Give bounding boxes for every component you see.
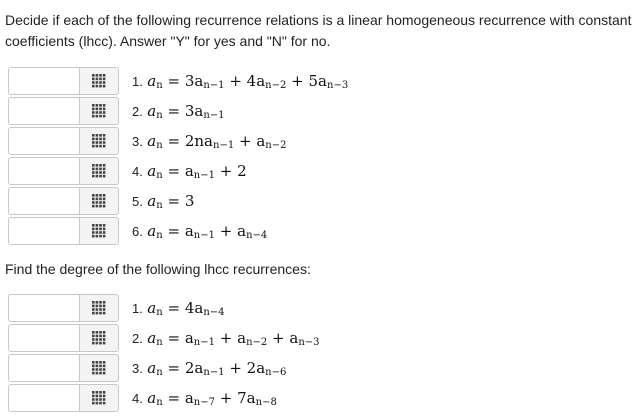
equals-sign: = xyxy=(167,389,181,407)
term-subscript: n−1 xyxy=(213,140,235,151)
rhs-term: 7a xyxy=(237,389,256,407)
keypad-button[interactable] xyxy=(80,67,119,95)
term-subscript: n−8 xyxy=(255,397,277,408)
lhs-term: a xyxy=(147,389,157,407)
section1-instructions-line2: coefficients (lhcc). Answer "Y" for yes and "N" for no. xyxy=(5,33,331,49)
section1-instructions-line1: Decide if each of the following recurrence relations is a linear homogeneous recurrence with constant xyxy=(5,12,632,28)
term-subscript: n−2 xyxy=(265,140,287,151)
equation xyxy=(132,67,348,95)
lhs-subscript: n xyxy=(156,367,163,378)
answer-input[interactable] xyxy=(8,354,80,382)
operator: + xyxy=(272,329,285,347)
rhs-term: a xyxy=(184,389,194,407)
answer-input[interactable] xyxy=(8,217,80,245)
recurrence-formula xyxy=(147,72,348,90)
lhs-subscript: n xyxy=(156,110,163,121)
term-subscript: n−3 xyxy=(298,337,320,348)
lhs-term: a xyxy=(147,359,157,377)
rhs-term: 5a xyxy=(308,72,327,90)
equals-sign: = xyxy=(167,359,181,377)
keypad-button[interactable] xyxy=(80,187,119,215)
equals-sign: = xyxy=(167,192,181,210)
equation xyxy=(132,384,277,412)
term-subscript: n−3 xyxy=(327,80,349,91)
lhs-term: a xyxy=(147,329,157,347)
equals-sign: = xyxy=(167,329,181,347)
equation xyxy=(132,294,225,322)
operator: + xyxy=(291,72,304,90)
rhs-term: 4a xyxy=(184,299,204,317)
question-number: 2. xyxy=(132,104,143,119)
recurrence-formula xyxy=(147,102,224,120)
answer-input[interactable] xyxy=(8,294,80,322)
recurrence-formula xyxy=(147,329,319,347)
term-subscript: n−6 xyxy=(265,367,287,378)
rhs-term: a xyxy=(237,329,247,347)
term-subscript: n−1 xyxy=(193,230,215,241)
answer-input[interactable] xyxy=(8,67,80,95)
lhs-term: a xyxy=(147,72,157,90)
equation xyxy=(132,187,194,215)
term-subscript: n−7 xyxy=(193,397,215,408)
equation xyxy=(132,354,286,382)
question-number: 3. xyxy=(132,134,143,149)
answer-input[interactable] xyxy=(8,127,80,155)
answer-input[interactable] xyxy=(8,384,80,412)
section2-instructions: Find the degree of the following lhcc recurrences: xyxy=(5,261,311,277)
rhs-term: 4a xyxy=(246,72,266,90)
equals-sign: = xyxy=(167,222,181,240)
rhs-term: a xyxy=(289,329,299,347)
lhs-subscript: n xyxy=(156,307,163,318)
lhs-subscript: n xyxy=(156,170,163,181)
lhs-term: a xyxy=(147,162,157,180)
term-subscript: n−1 xyxy=(203,110,225,121)
equation xyxy=(132,157,247,185)
equals-sign: = xyxy=(167,162,181,180)
rhs-term: a xyxy=(184,162,194,180)
rhs-term: a xyxy=(184,222,194,240)
question-number: 4. xyxy=(132,164,143,179)
recurrence-formula xyxy=(147,359,286,377)
operator: + xyxy=(229,359,242,377)
question-number: 5. xyxy=(132,194,143,209)
lhs-term: a xyxy=(147,192,157,210)
operator: + xyxy=(219,162,233,180)
term-subscript: n−1 xyxy=(193,170,215,181)
term-subscript: n−1 xyxy=(203,367,225,378)
keypad-button[interactable] xyxy=(80,97,119,125)
lhs-subscript: n xyxy=(156,80,163,91)
term-subscript: n−1 xyxy=(203,80,225,91)
operator: + xyxy=(219,222,233,240)
keypad-button[interactable] xyxy=(80,354,119,382)
question-number: 3. xyxy=(132,361,143,376)
recurrence-formula xyxy=(147,389,277,407)
term-subscript: n−4 xyxy=(246,230,268,241)
question-number: 2. xyxy=(132,331,143,346)
term-subscript: n−4 xyxy=(203,307,225,318)
lhs-term: a xyxy=(147,102,157,120)
equation xyxy=(132,324,320,352)
recurrence-formula xyxy=(147,299,224,317)
term-subscript: n−2 xyxy=(265,80,287,91)
lhs-term: a xyxy=(147,299,157,317)
equation xyxy=(132,127,286,155)
equals-sign: = xyxy=(167,132,181,150)
keypad-button[interactable] xyxy=(80,127,119,155)
lhs-subscript: n xyxy=(156,337,163,348)
answer-input[interactable] xyxy=(8,324,80,352)
lhs-subscript: n xyxy=(156,200,163,211)
lhs-subscript: n xyxy=(156,397,163,408)
operator: + xyxy=(219,389,233,407)
section1-instructions xyxy=(5,10,631,52)
question-number: 1. xyxy=(132,74,143,89)
keypad-button[interactable] xyxy=(80,157,119,185)
rhs-term: 3a xyxy=(184,102,204,120)
keypad-button[interactable] xyxy=(80,324,119,352)
operator: + xyxy=(219,329,233,347)
operator: + xyxy=(238,132,252,150)
lhs-subscript: n xyxy=(156,140,163,151)
term-subscript: n−1 xyxy=(193,337,215,348)
keypad-button[interactable] xyxy=(80,217,119,245)
question-number: 6. xyxy=(132,224,143,239)
term-subscript: n−2 xyxy=(246,337,268,348)
equals-sign: = xyxy=(167,102,181,120)
rhs-term: 2 xyxy=(237,162,247,180)
equals-sign: = xyxy=(167,72,181,90)
recurrence-formula xyxy=(147,132,286,150)
answer-input[interactable] xyxy=(8,157,80,185)
equation xyxy=(132,97,225,125)
recurrence-formula xyxy=(147,192,194,210)
keypad-button[interactable] xyxy=(80,384,119,412)
keypad-button[interactable] xyxy=(80,294,119,322)
equation xyxy=(132,217,267,245)
lhs-term: a xyxy=(147,132,157,150)
recurrence-formula xyxy=(147,162,246,180)
lhs-subscript: n xyxy=(156,230,163,241)
rhs-term: a xyxy=(237,222,247,240)
operator: + xyxy=(229,72,242,90)
rhs-term: 3a xyxy=(184,72,204,90)
equals-sign: = xyxy=(167,299,181,317)
rhs-term: 3 xyxy=(184,192,195,210)
rhs-term: 2na xyxy=(184,132,213,150)
question-number: 4. xyxy=(132,391,143,406)
rhs-term: a xyxy=(256,132,266,150)
rhs-term: 2a xyxy=(184,359,204,377)
rhs-term: a xyxy=(184,329,194,347)
rhs-term: 2a xyxy=(246,359,266,377)
answer-input[interactable] xyxy=(8,97,80,125)
answer-input[interactable] xyxy=(8,187,80,215)
lhs-term: a xyxy=(147,222,157,240)
question-number: 1. xyxy=(132,301,143,316)
recurrence-formula xyxy=(147,222,267,240)
